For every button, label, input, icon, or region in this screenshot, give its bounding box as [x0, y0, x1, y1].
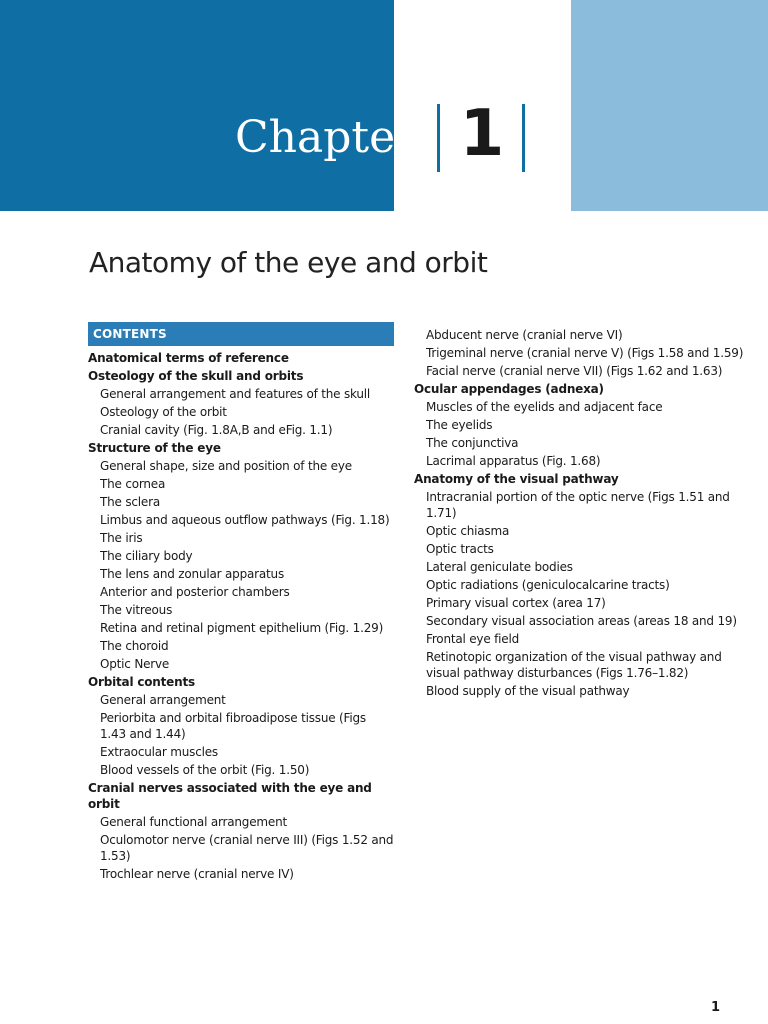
toc-entry: Abducent nerve (cranial nerve VI) [426, 328, 623, 342]
toc-entry: Facial nerve (cranial nerve VII) (Figs 1.62 and 1.63) [426, 364, 723, 378]
toc-entry: The sclera [100, 495, 160, 509]
toc-entry: The vitreous [100, 603, 173, 617]
toc-entry: Optic tracts [426, 542, 494, 556]
chapter-number-bar-left [437, 104, 440, 172]
header-band-light [571, 0, 768, 211]
toc-entry: Optic chiasma [426, 524, 510, 538]
header-band-dark [0, 0, 394, 211]
page-number: 1 [710, 1000, 720, 1015]
toc-entry: Trigeminal nerve (cranial nerve V) (Figs 1.58 and 1.59) [426, 346, 744, 360]
toc-section-heading: Osteology of the skull and orbits [88, 369, 304, 383]
toc-entry: Optic Nerve [100, 657, 170, 671]
chapter-title: Anatomy of the eye and orbit [89, 246, 488, 279]
toc-entry: Retina and retinal pigment epithelium (Fig. 1.29) [100, 621, 384, 635]
chapter-label: Chapter [235, 112, 417, 163]
toc-entry: The eyelids [426, 418, 493, 432]
toc-entry: Secondary visual association areas (areas 18 and 19) [426, 614, 737, 628]
toc-section-heading: Anatomy of the visual pathway [414, 472, 619, 486]
toc-entry: General shape, size and position of the eye [100, 459, 352, 473]
toc-entry: The choroid [100, 639, 169, 653]
toc-entry: Periorbita and orbital fibroadipose tissue (Figs 1.43 and 1.44) [100, 711, 366, 741]
toc-entry: Osteology of the orbit [100, 405, 227, 419]
toc-entry: Intracranial portion of the optic nerve (Figs 1.51 and 1.71) [426, 490, 730, 520]
toc-entry: Oculomotor nerve (cranial nerve III) (Figs 1.52 and 1.53) [100, 833, 394, 863]
toc-entry: Muscles of the eyelids and adjacent face [426, 400, 663, 414]
toc-entry: Lateral geniculate bodies [426, 560, 573, 574]
toc-entry: Primary visual cortex (area 17) [426, 596, 606, 610]
toc-entry: General arrangement [100, 693, 226, 707]
toc-entry: General arrangement and features of the skull [100, 387, 371, 401]
toc-entry: Optic radiations (geniculocalcarine tracts) [426, 578, 670, 592]
toc-entry: The ciliary body [100, 549, 193, 563]
contents-header [88, 322, 394, 346]
toc-section-heading: Structure of the eye [88, 441, 221, 455]
toc-section-heading: Orbital contents [88, 675, 195, 689]
toc-entry: The conjunctiva [426, 436, 519, 450]
chapter-number: 1 [459, 97, 505, 171]
chapter-number-bar-right [522, 104, 525, 172]
toc-section-heading: Cranial nerves associated with the eye and orbit [88, 781, 372, 811]
toc-section-heading: Ocular appendages (adnexa) [414, 382, 604, 396]
toc-entry: Anterior and posterior chambers [100, 585, 290, 599]
toc-entry: Frontal eye field [426, 632, 520, 646]
toc-entry: The lens and zonular apparatus [100, 567, 284, 581]
toc-entry: The iris [100, 531, 143, 545]
contents-label: CONTENTS [93, 327, 167, 341]
toc-section-heading: Anatomical terms of reference [88, 351, 289, 365]
contents-list-right [414, 326, 744, 700]
toc-entry: Lacrimal apparatus (Fig. 1.68) [426, 454, 601, 468]
toc-entry: Trochlear nerve (cranial nerve IV) [100, 867, 294, 881]
toc-entry: Extraocular muscles [100, 745, 218, 759]
toc-entry: Limbus and aqueous outflow pathways (Fig. 1.18) [100, 513, 390, 527]
toc-entry: General functional arrangement [100, 815, 287, 829]
toc-entry: Blood vessels of the orbit (Fig. 1.50) [100, 763, 310, 777]
toc-entry: The cornea [100, 477, 166, 491]
toc-entry: Blood supply of the visual pathway [426, 684, 630, 698]
contents-list-left [88, 349, 394, 883]
toc-entry: Cranial cavity (Fig. 1.8A,B and eFig. 1.1) [100, 423, 333, 437]
toc-entry: Retinotopic organization of the visual pathway and visual pathway disturbances (Figs 1.76–1.82) [426, 650, 722, 680]
